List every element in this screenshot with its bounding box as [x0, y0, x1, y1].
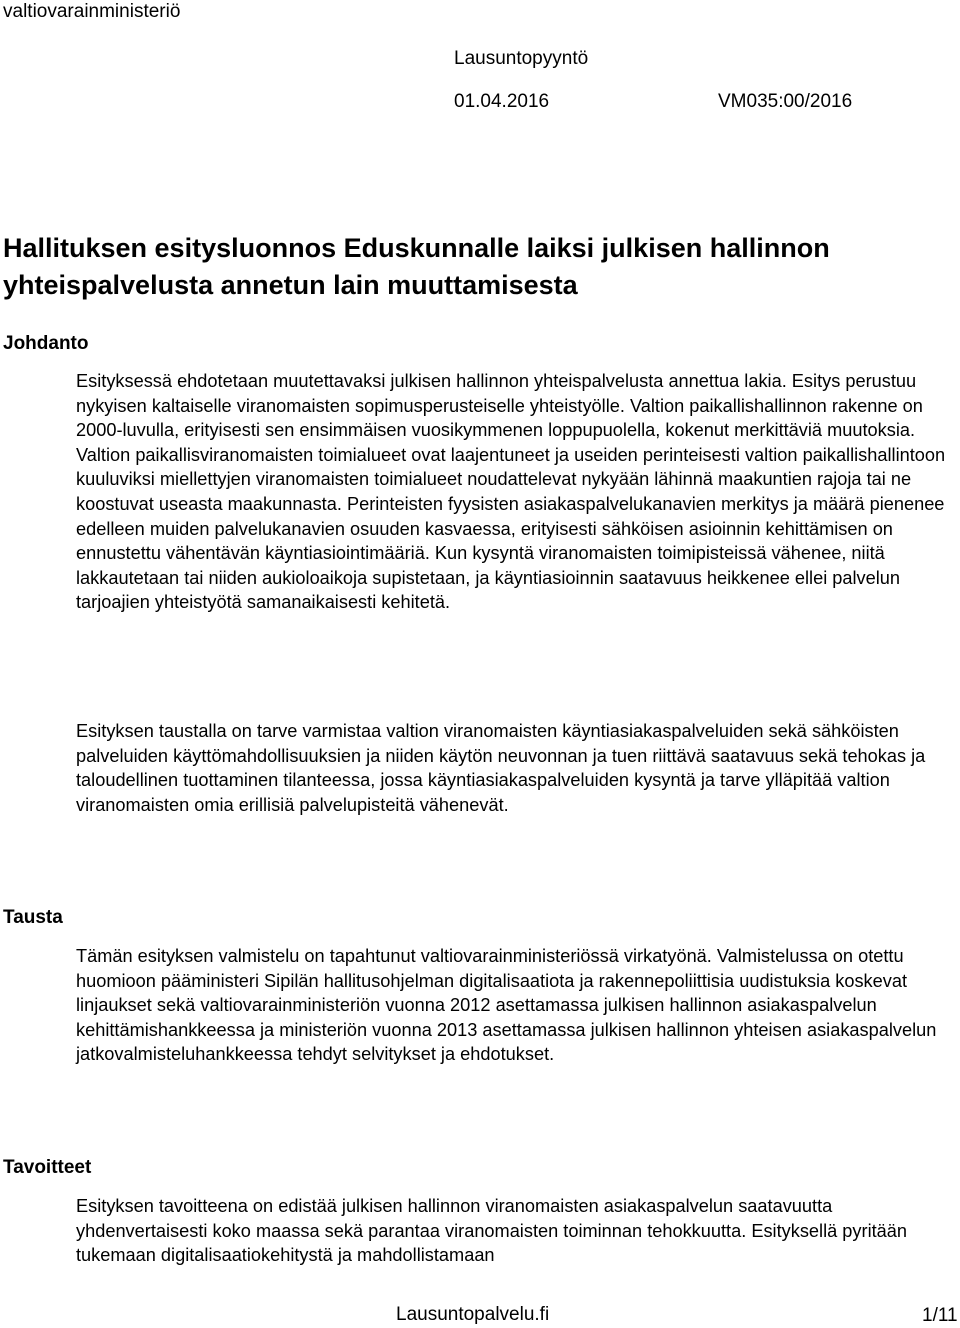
page-title: Hallituksen esitysluonnos Eduskunnalle laiksi julkisen hallinnon yhteispalvelusta annetun lain muuttamisesta [3, 233, 830, 300]
section-heading-tavoitteet: Tavoitteet [3, 1157, 92, 1178]
page-number: 1/11 [922, 1305, 958, 1326]
footer-site-name: Lausuntopalvelu.fi [396, 1304, 550, 1325]
section-heading-johdanto: Johdanto [3, 333, 89, 354]
johdanto-paragraph-2: Esityksen taustalla on tarve varmistaa valtion viranomaisten käyntiasiakaspalveluiden sekä sähköisten palveluiden käyttömahdollisuuksien ja niiden käytön neuvonnan ja tuen riittävä saatavuus sekä tehokas ja taloudellinen tuottaminen tilanteessa, jossa käyntiasiakaspalveluiden kysyntä ja tarve ylläpitää valtion viranomaisten omia erillisiä palvelupisteitä vähenevät. [76, 721, 926, 815]
organization-name: valtiovarainministeriö [3, 1, 181, 22]
reference-number: VM035:00/2016 [718, 91, 853, 112]
document-type: Lausuntopyyntö [454, 48, 589, 69]
section-heading-tausta: Tausta [3, 907, 63, 928]
tavoitteet-paragraph-1: Esityksen tavoitteena on edistää julkisen hallinnon viranomaisten asiakaspalvelun saatavuutta yhdenvertaisesti koko maassa sekä parantaa viranomaisten toiminnan tehokkuutta. Esityksellä pyritään tukemaan digitalisaatiokehitystä ja mahdollistamaan [76, 1196, 908, 1266]
tausta-paragraph-1: Tämän esityksen valmistelu on tapahtunut valtiovarainministeriössä virkatyönä. Valmistelussa on otettu huomioon pääministeri Sipilän hallitusohjelman digitalisaatiota ja rakennepoliittisia uudistuksia koskevat linjaukset sekä valtiovarainministeriön vuonna 2012 asettamassa julkisen hallinnon asiakaspalvelun kehittämishankkeessa ja ministeriön vuonna 2013 asettamassa julkisen hallinnon yhteisen asiakaspalvelun jatkovalmisteluhankkeessa tehdyt selvitykset ja ehdotukset. [76, 946, 937, 1065]
document-date: 01.04.2016 [454, 91, 550, 112]
johdanto-paragraph-1: Esityksessä ehdotetaan muutettavaksi julkisen hallinnon yhteispalvelusta annettua lakia. Esitys perustuu nykyisen kaltaiselle viranomaisten sopimusperusteiselle yhteistyölle. Valtion paikallishallinnon rakenne on 2000-luvulla, erityisesti sen ensimmäisen vuosikymmenen loppupuolella, kokenut merkittäviä muutoksia. Valtion paikallisviranomaisten toimialueet ovat laajentuneet ja useiden perinteisesti valtion paikallishallintoon kuuluviksi miellettyjen viranomaisten toimialueet noudattelevat nykyään lähinnä maakuntien rajoja tai ne koostuvat useasta maakunnasta. Perinteisten fyysisten asiakaspalvelukanavien merkitys ja määrä pienenee edelleen muiden palvelukanavien osuuden kasvaessa, erityisesti sähköisen asioinnin kehittämisen on ennustettu vähentävän käyntiasiointimääriä. Kun kysyntä viranomaisten toimipisteissä vähenee, niitä lakkautetaan tai niiden aukioloaikoja supistetaan, ja käyntiasioinnin saatavuus heikkenee ellei palvelun tarjoajien yhteistyötä samanaikaisesti kehitetä. [76, 371, 946, 613]
